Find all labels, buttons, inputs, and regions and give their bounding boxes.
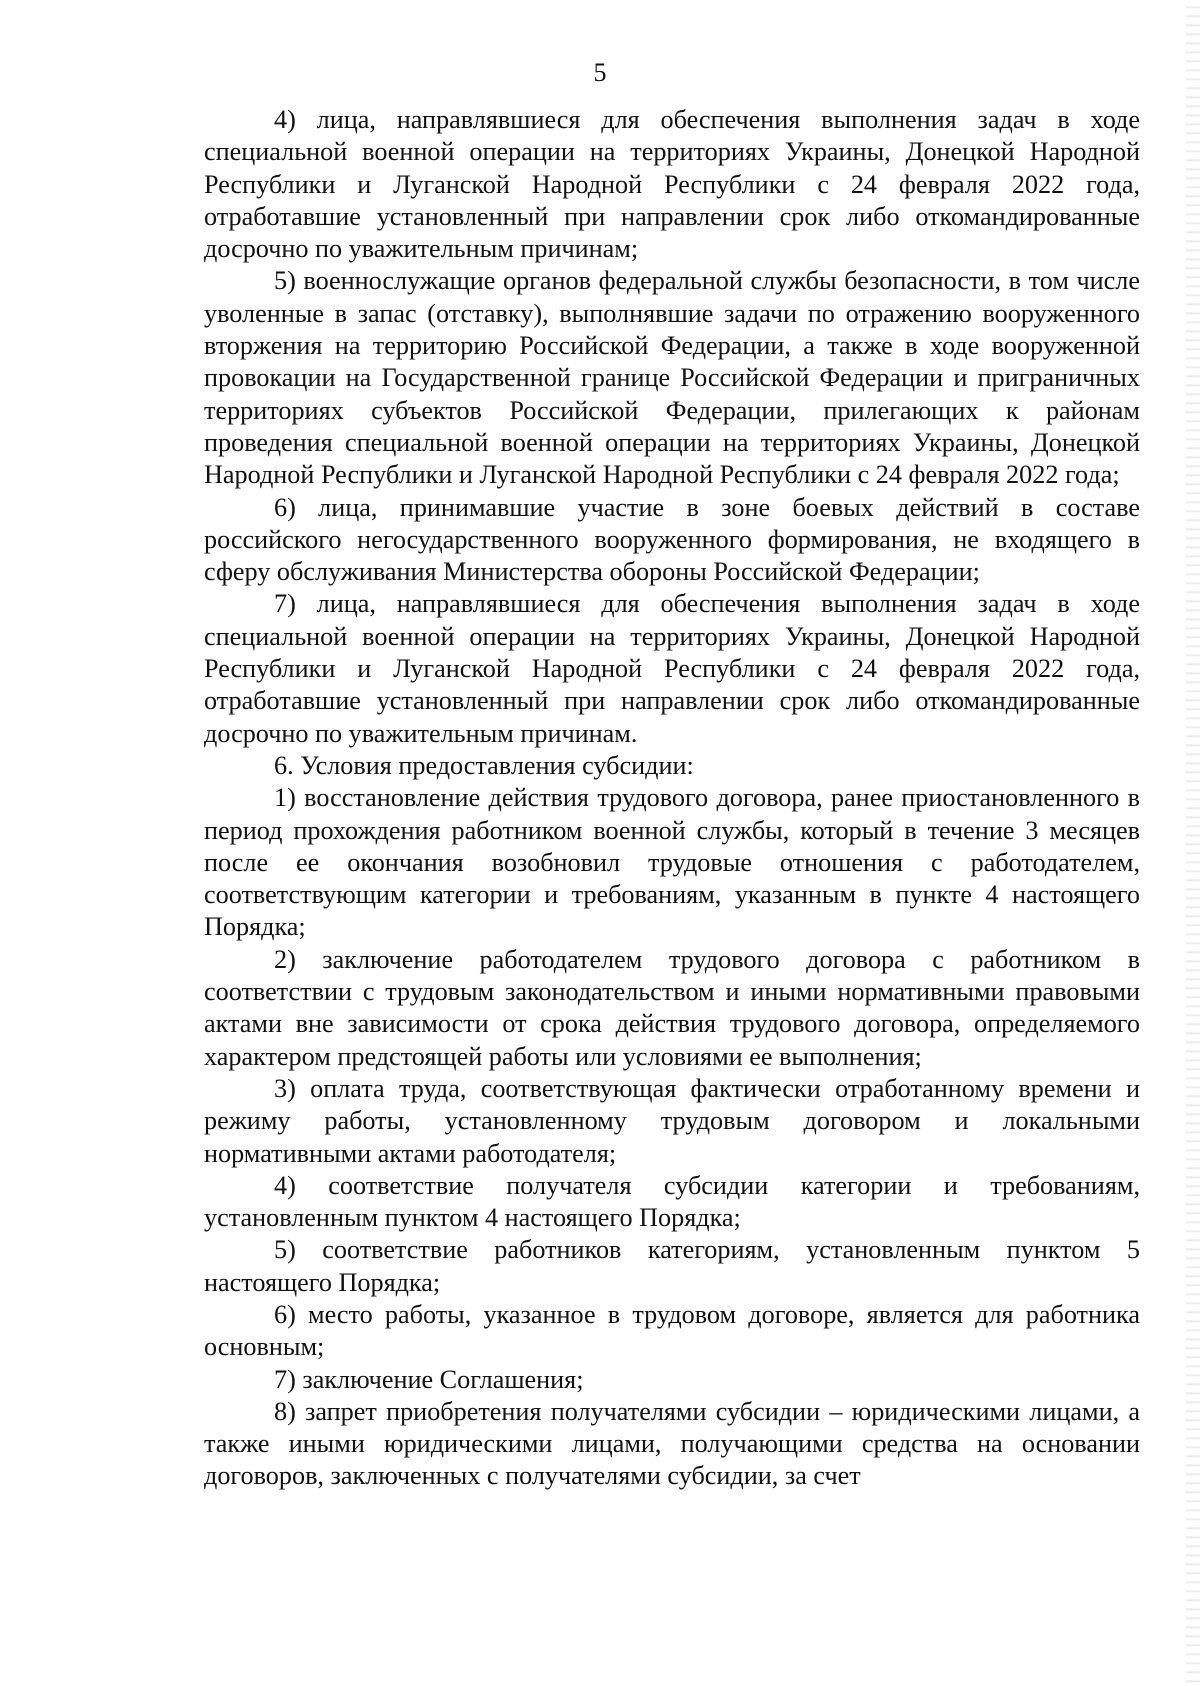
paragraph-condition-6: 6) место работы, указанное в трудовом договоре, является для работника основным; (204, 1299, 1140, 1362)
scan-edge-artifact (1186, 0, 1200, 1686)
document-body (204, 104, 1140, 1493)
paragraph-condition-4: 4) соответствие получателя субсидии категории и требованиям, установленным пунктом 4 настоящего Порядка; (204, 1170, 1140, 1233)
paragraph-condition-2: 2) заключение работодателем трудового договора с работником в соответствии с трудовым законодательством и иными нормативными правовыми актами вне зависимости от срока действия трудового договора, определяемого характером предстоящей работы или условиями ее выполнения; (204, 944, 1140, 1071)
paragraph-item-4-persons-svo: 4) лица, направлявшиеся для обеспечения выполнения задач в ходе специальной военной операции на территориях Украины, Донецкой Народной Республики и Луганской Народной Республики с 24 февраля 2022 года, отработавшие установленный при направлении срок либо откомандированные досрочно по уважительным причинам; (204, 105, 1140, 264)
paragraph-condition-1: 1) восстановление действия трудового договора, ранее приостановленного в период прохождения работником военной службы, который в течение 3 месяцев после ее окончания возобновил трудовые отношения с работодателем, соответствующим категории и требованиям, указанным в пункте 4 настоящего Порядка; (204, 783, 1140, 942)
page-number: 5 (593, 58, 607, 87)
paragraph-item-6-volunteer-formations: 6) лица, принимавшие участие в зоне боевых действий в составе российского негосударственного вооруженного формирования, не входящего в сферу обслуживания Министерства обороны Российской Федерации; (204, 492, 1140, 587)
paragraph-item-7-persons-svo: 7) лица, направлявшиеся для обеспечения выполнения задач в ходе специальной военной операции на территориях Украины, Донецкой Народной Республики и Луганской Народной Республики с 24 февраля 2022 года, отработавшие установленный при направлении срок либо откомандированные досрочно по уважительным причинам. (204, 589, 1140, 748)
section-heading-6-subsidy-conditions: 6. Условия предоставления субсидии: (274, 750, 694, 780)
paragraph-condition-7: 7) заключение Соглашения; (274, 1364, 584, 1394)
paragraph-condition-8: 8) запрет приобретения получателями субсидии – юридическими лицами, а также иными юридическими лицами, получающими средства на основании договоров, заключенных с получателями субсидии, за счет (204, 1396, 1140, 1491)
paragraph-item-5-fsb-servicemen: 5) военнослужащие органов федеральной службы безопасности, в том числе уволенные в запас (отставку), выполнявшие задачи по отражению вооруженного вторжения на территорию Российской Федерации, а также в ходе вооруженной провокации на Государственной границе Российской Федерации и приграничных территориях субъектов Российской Федерации, прилегающих к районам проведения специальной военной операции на территориях Украины, Донецкой Народной Республики и Луганской Народной Республики с 24 февраля 2022 года; (204, 266, 1140, 490)
paragraph-condition-3: 3) оплата труда, соответствующая фактически отработанному времени и режиму работы, установленному трудовым договором и локальными нормативными актами работодателя; (204, 1073, 1140, 1168)
paragraph-condition-5: 5) соответствие работников категориям, установленным пунктом 5 настоящего Порядка; (204, 1235, 1140, 1297)
